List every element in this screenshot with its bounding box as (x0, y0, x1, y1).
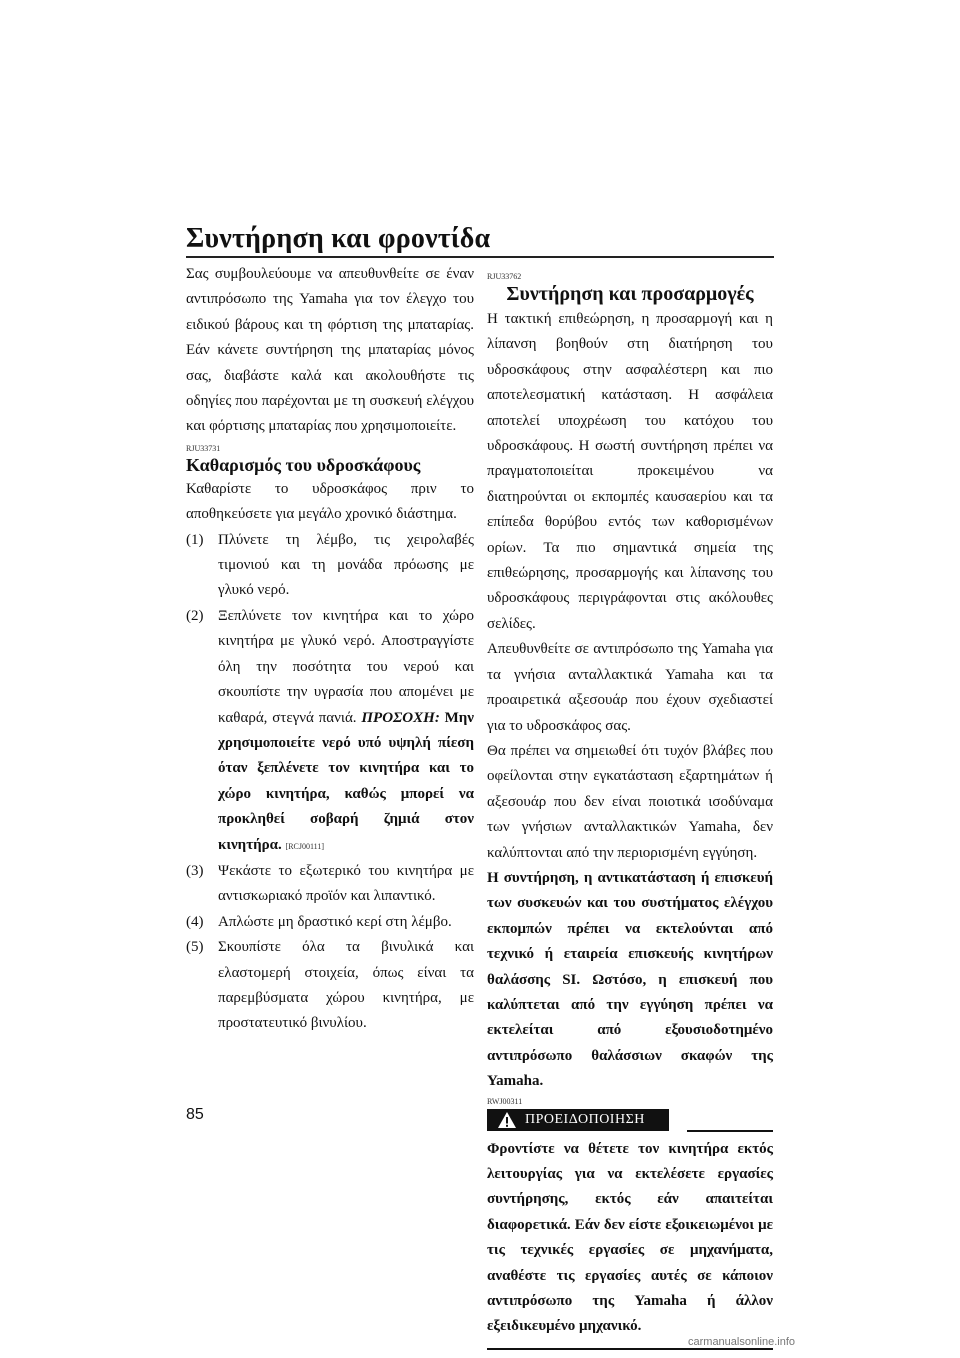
step-number: (3) (186, 862, 204, 879)
caution-ref-code: [RCJ00111] (285, 841, 325, 851)
list-item (186, 859, 474, 910)
maintenance-paragraph-3: Θα πρέπει να σημειωθεί ότι τυχόν βλάβες που οφείλονται στην εγκατάσταση εξαρτημάτων ή αξεσουάρ που δεν είναι ποιοτικά ισοδύναμα των γνήσιων ανταλλακτικών Yamaha, δεν καλύπτονται από την περιορισμένη εγγύηση. (487, 742, 773, 861)
step-text: Πλύνετε τη λέμβο, τις χειρολαβές τιμονιού και τη μονάδα πρόωσης με γλυκό νερό. (218, 531, 474, 599)
step-number: (5) (186, 939, 204, 956)
warning-box (487, 1097, 773, 1350)
section-ref-code: RJU33731 (186, 443, 221, 453)
list-item (186, 528, 474, 604)
step-text: Ψεκάστε το εξωτερικό του κινητήρα με αντισκωριακό προϊόν και λιπαντικό. (218, 862, 474, 905)
step-number: (1) (186, 531, 204, 548)
step-text: Σκουπίστε όλα τα βινυλικά και ελαστομερή στοιχεία, όπως είναι τα παρεμβύσματα χώρου κινητήρα, με προστατευτικό βινυλίου. (218, 939, 474, 1032)
maintenance-section-heading: Συντήρηση και προσαρμογές (506, 283, 754, 305)
footer-watermark: carmanualsonline.info (688, 1336, 796, 1348)
warning-header-rule (687, 1130, 773, 1132)
warning-text: Φροντίστε να θέτετε τον κινητήρα εκτός λειτουργίας για να εκτελέσετε εργασίες συντήρησης, εκτός εάν απαιτείται διαφορετικά. Εάν δεν είστε εξοικειωμένοι με τις τεχνικές εργασίες σε μηχανήματα, αναθέστε τις εργασίες αυτές σε κάποιον αντιπρόσωπο της Yamaha ή άλλον εξειδικευμένο μηχανικό. (487, 1140, 773, 1335)
warning-header (487, 1109, 773, 1133)
list-item (186, 910, 474, 935)
caution-note (218, 710, 474, 853)
title-rule (186, 256, 774, 258)
page-title: Συντήρηση και φροντίδα (186, 223, 491, 254)
warning-triangle-icon (497, 1111, 517, 1129)
list-item (186, 604, 474, 859)
warning-ref-code: RWJ00311 (487, 1096, 523, 1106)
caution-label: ΠΡΟΣΟΧΗ: (361, 709, 440, 726)
caution-text: Μην χρησιμοποιείτε νερό υπό υψηλή πίεση όταν ξεπλένετε τον κινητήρα και το χώρο κινητήρα, καθώς μπορεί να προκληθεί σοβαρή ζημιά στον κινητήρα. (218, 709, 474, 853)
step-number: (4) (186, 913, 204, 930)
warning-label: ΠΡΟΕΙΔΟΠΟΙΗΣΗ (525, 1111, 645, 1127)
cleaning-steps-list (186, 528, 474, 1037)
maintenance-paragraph-4: Η συντήρηση, η αντικατάσταση ή επισκευή των συσκευών και του συστήματος ελέγχου εκπομπών πρέπει να εκτελούνται από τεχνικό ή εταιρεία επισκευής κινητήρων θαλάσσης SI. Ωστόσο, η επισκευή που καλύπτεται από την εγγύηση πρέπει να εκτελείται από εξουσιοδοτημένο αντιπρόσωπο θαλάσσιων σκαφών της Yamaha. (487, 869, 773, 1090)
warning-bottom-rule (487, 1348, 773, 1350)
cleaning-section-heading: Καθαρισμός του υδροσκάφους (186, 454, 421, 475)
step-text: Απλώστε μη δραστικό κερί στη λέμβο. (218, 913, 452, 930)
section-ref-code: RJU33762 (487, 272, 522, 281)
step-text: Ξεπλύνετε τον κινητήρα και το χώρο κινητήρα με γλυκό νερό. Αποστραγγίστε όλη την ποσότητα του νερού και σκουπίστε την υγρασία που απομένει με καθαρά, στεγνά πανιά. (218, 607, 474, 726)
cleaning-intro-paragraph: Καθαρίστε το υδροσκάφος πριν το αποθηκεύσετε για μεγάλο χρονικό διάστημα. (186, 480, 474, 523)
maintenance-paragraph-1: Η τακτική επιθεώρηση, η προσαρμογή και η λίπανση βοηθούν στη διατήρηση του υδροσκάφους στην ασφαλέστερη και πιο αποτελεσματική κατάσταση. Η ασφάλεια αποτελεί υποχρέωση του κατόχου του υδροσκάφους. Η σωστή συντήρηση πρέπει να πραγματοποιείται προκειμένου να διατηρούνται οι εκπομπές καυσαερίου και τα επίπεδα θορύβου εντός των καθορισμένων ορίων. Τα πιο σημαντικά σημεία της επιθεώρησης, προσαρμογής και λίπανσης του υδροσκάφους περιγράφονται στις ακόλουθες σελίδες. (487, 311, 773, 632)
list-item (186, 935, 474, 1037)
step-number: (2) (186, 607, 204, 624)
right-column (487, 262, 773, 1350)
left-column (186, 262, 474, 1037)
warning-label-bar (487, 1109, 669, 1131)
page-number: 85 (186, 1106, 204, 1123)
battery-intro-paragraph: Σας συμβουλεύουμε να απευθυνθείτε σε έναν αντιπρόσωπο της Yamaha για τον έλεγχο του ειδικού βάρους και τη φόρτιση της μπαταρίας. Εάν κάνετε συντήρηση της μπαταρίας μόνος σας, διαβάστε καλά και ακολουθήστε τις οδηγίες που παρέχονται με τη συσκευή ελέγχου και φόρτισης μπαταρίας που χρησιμοποιείτε. (186, 266, 474, 435)
maintenance-paragraph-2: Απευθυνθείτε σε αντιπρόσωπο της Yamaha για τα γνήσια ανταλλακτικά Yamaha και τα προαιρετικά αξεσουάρ που έχουν σχεδιαστεί για το υδροσκάφος σας. (487, 641, 773, 734)
